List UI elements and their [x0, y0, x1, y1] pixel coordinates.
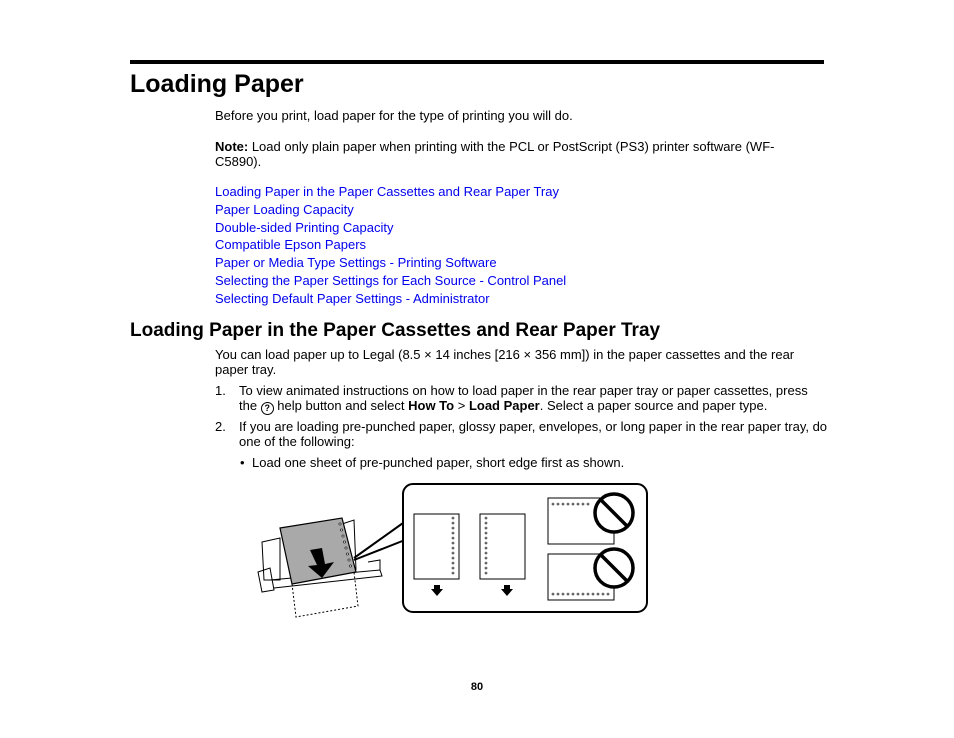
step-1-text-a: To view animated instructions on how to load paper in the rear paper tray or paper cassettes, press the	[239, 383, 808, 413]
note-text: Load only plain paper when printing with the PCL or PostScript (PS3) printer software (WF-C5890).	[215, 139, 775, 169]
bullet-text: Load one sheet of pre-punched paper, short edge first as shown.	[252, 455, 625, 470]
link-compatible-papers[interactable]: Compatible Epson Papers	[215, 237, 367, 253]
header-rule	[130, 60, 824, 64]
prohibited-icon	[595, 549, 633, 587]
how-to-label: How To	[408, 398, 455, 413]
section-intro: You can load paper up to Legal (8.5 × 14 inches [216 × 356 mm]) in the paper cassettes and the rear paper tray.	[215, 347, 795, 377]
page-number: 80	[470, 681, 484, 693]
page-title: Loading Paper	[130, 70, 304, 98]
intro-text: Before you print, load paper for the type of printing you will do.	[215, 108, 573, 123]
step-2-number: 2.	[215, 419, 226, 434]
related-links	[215, 183, 566, 308]
link-default-paper-settings[interactable]: Selecting Default Paper Settings - Administrator	[215, 290, 490, 306]
help-icon: ?	[261, 402, 274, 415]
load-paper-label: Load Paper	[468, 398, 540, 413]
section-title: Loading Paper in the Paper Cassettes and Rear Paper Tray	[130, 320, 661, 341]
step-1-text	[239, 383, 829, 415]
step-2-text: If you are loading pre-punched paper, glossy paper, envelopes, or long paper in the rear paper tray, do one of the following:	[239, 419, 828, 449]
link-double-sided-capacity[interactable]: Double-sided Printing Capacity	[215, 219, 394, 235]
step-1-text-c: . Select a paper source and paper type.	[539, 398, 768, 413]
prohibited-icon	[595, 494, 633, 532]
paper-loading-illustration	[250, 480, 650, 620]
note-paragraph	[215, 139, 815, 169]
link-paper-loading-capacity[interactable]: Paper Loading Capacity	[215, 201, 354, 217]
link-media-type-settings[interactable]: Paper or Media Type Settings - Printing Software	[215, 255, 497, 271]
step-1-text-b: help button and select	[273, 398, 409, 413]
link-loading-paper-cassettes[interactable]: Loading Paper in the Paper Cassettes and Rear Paper Tray	[215, 184, 559, 199]
note-label: Note:	[215, 139, 249, 154]
menu-separator: >	[454, 398, 469, 413]
link-paper-settings-source[interactable]: Selecting the Paper Settings for Each Source - Control Panel	[215, 272, 567, 288]
callout-pointer	[354, 518, 410, 560]
step-1-number: 1.	[215, 383, 226, 398]
bullet-marker: •	[240, 455, 245, 470]
